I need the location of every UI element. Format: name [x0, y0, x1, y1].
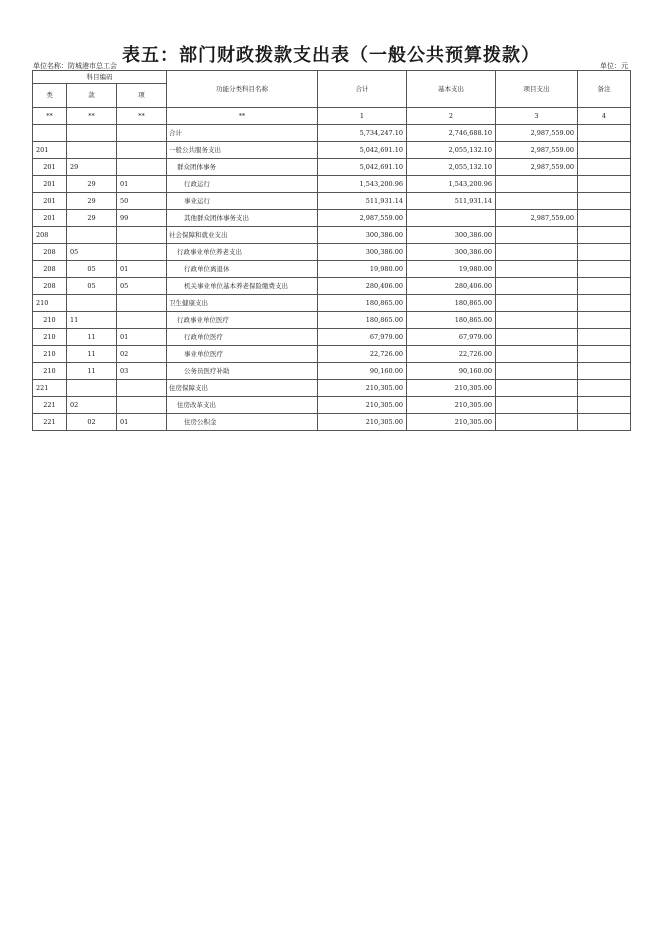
remark-cell — [578, 414, 631, 431]
kuan-cell: 29 — [67, 159, 117, 176]
kuan-cell: 05 — [67, 244, 117, 261]
basic-cell: 210,305.00 — [407, 414, 496, 431]
remark-cell — [578, 244, 631, 261]
kuan-cell: 29 — [67, 210, 117, 227]
kuan-cell: 05 — [67, 261, 117, 278]
name-cell: 事业运行 — [167, 193, 318, 210]
lei-cell: 208 — [33, 227, 67, 244]
name-cell: 行政单位离退休 — [167, 261, 318, 278]
header-total: 合计 — [318, 71, 407, 108]
name-cell: 住房改革支出 — [167, 397, 318, 414]
index-cell: ** — [117, 108, 167, 125]
total-cell: 180,865.00 — [318, 295, 407, 312]
project-cell — [496, 261, 578, 278]
lei-cell: 210 — [33, 295, 67, 312]
basic-cell: 511,931.14 — [407, 193, 496, 210]
xiang-cell: 99 — [117, 210, 167, 227]
table-row — [33, 295, 631, 312]
name-cell: 卫生健康支出 — [167, 295, 318, 312]
basic-cell: 1,543,200.96 — [407, 176, 496, 193]
total-cell: 2,987,559.00 — [318, 210, 407, 227]
kuan-cell: 29 — [67, 176, 117, 193]
table-row — [33, 193, 631, 210]
lei-cell: 208 — [33, 261, 67, 278]
total-cell: 300,386.00 — [318, 244, 407, 261]
name-cell: 社会保障和就业支出 — [167, 227, 318, 244]
remark-cell — [578, 261, 631, 278]
header-remark: 备注 — [578, 71, 631, 108]
project-cell — [496, 346, 578, 363]
name-cell: 事业单位医疗 — [167, 346, 318, 363]
total-cell: 90,160.00 — [318, 363, 407, 380]
table-row — [33, 380, 631, 397]
lei-cell: 210 — [33, 329, 67, 346]
name-cell: 公务员医疗补助 — [167, 363, 318, 380]
total-cell: 210,305.00 — [318, 397, 407, 414]
lei-cell: 221 — [33, 380, 67, 397]
xiang-cell — [117, 295, 167, 312]
index-row — [33, 108, 631, 125]
lei-cell: 201 — [33, 210, 67, 227]
table-row — [33, 261, 631, 278]
kuan-cell: 02 — [67, 397, 117, 414]
header-name: 功能分类科目名称 — [167, 71, 318, 108]
project-cell — [496, 312, 578, 329]
total-cell: 511,931.14 — [318, 193, 407, 210]
total-cell: 280,406.00 — [318, 278, 407, 295]
lei-cell: 201 — [33, 142, 67, 159]
basic-cell: 180,865.00 — [407, 295, 496, 312]
table-row — [33, 176, 631, 193]
index-cell: 1 — [318, 108, 407, 125]
index-cell: ** — [67, 108, 117, 125]
basic-cell: 90,160.00 — [407, 363, 496, 380]
table-row — [33, 329, 631, 346]
kuan-cell: 29 — [67, 193, 117, 210]
basic-cell: 2,055,132.10 — [407, 159, 496, 176]
name-cell: 行政事业单位养老支出 — [167, 244, 318, 261]
total-cell: 1,543,200.96 — [318, 176, 407, 193]
expenditure-table — [32, 70, 631, 431]
xiang-cell: 05 — [117, 278, 167, 295]
kuan-cell: 02 — [67, 414, 117, 431]
project-cell: 2,987,559.00 — [496, 142, 578, 159]
name-cell: 合计 — [167, 125, 318, 142]
remark-cell — [578, 159, 631, 176]
header-subject-code: 科目编码 — [33, 71, 167, 84]
project-cell — [496, 397, 578, 414]
project-cell — [496, 363, 578, 380]
lei-cell: 201 — [33, 193, 67, 210]
lei-cell: 208 — [33, 278, 67, 295]
remark-cell — [578, 176, 631, 193]
remark-cell — [578, 193, 631, 210]
total-cell: 210,305.00 — [318, 380, 407, 397]
lei-cell: 208 — [33, 244, 67, 261]
basic-cell: 19,980.00 — [407, 261, 496, 278]
remark-cell — [578, 363, 631, 380]
project-cell — [496, 414, 578, 431]
total-cell: 210,305.00 — [318, 414, 407, 431]
basic-cell: 210,305.00 — [407, 397, 496, 414]
basic-cell: 22,726.00 — [407, 346, 496, 363]
basic-cell: 2,055,132.10 — [407, 142, 496, 159]
total-cell: 5,734,247.10 — [318, 125, 407, 142]
name-cell: 住房保障支出 — [167, 380, 318, 397]
kuan-cell — [67, 295, 117, 312]
table-row — [33, 142, 631, 159]
header-row-1 — [33, 71, 631, 84]
header-basic: 基本支出 — [407, 71, 496, 108]
name-cell: 一般公共服务支出 — [167, 142, 318, 159]
lei-cell — [33, 125, 67, 142]
xiang-cell — [117, 227, 167, 244]
lei-cell: 210 — [33, 346, 67, 363]
xiang-cell — [117, 312, 167, 329]
kuan-cell: 11 — [67, 312, 117, 329]
project-cell — [496, 244, 578, 261]
table-row — [33, 227, 631, 244]
name-cell: 机关事业单位基本养老保险缴费支出 — [167, 278, 318, 295]
total-cell: 22,726.00 — [318, 346, 407, 363]
table-row — [33, 312, 631, 329]
remark-cell — [578, 346, 631, 363]
name-cell: 群众团体事务 — [167, 159, 318, 176]
header-kuan: 款 — [67, 84, 117, 108]
name-cell: 其他群众团体事务支出 — [167, 210, 318, 227]
basic-cell: 210,305.00 — [407, 380, 496, 397]
basic-cell — [407, 210, 496, 227]
project-cell: 2,987,559.00 — [496, 210, 578, 227]
kuan-cell — [67, 227, 117, 244]
project-cell: 2,987,559.00 — [496, 159, 578, 176]
currency-unit-label: 单位：元 — [600, 62, 628, 70]
xiang-cell — [117, 380, 167, 397]
total-cell: 5,042,691.10 — [318, 159, 407, 176]
name-cell: 住房公积金 — [167, 414, 318, 431]
basic-cell: 67,979.00 — [407, 329, 496, 346]
table-row — [33, 125, 631, 142]
total-cell: 67,979.00 — [318, 329, 407, 346]
header-project: 项目支出 — [496, 71, 578, 108]
name-cell: 行政事业单位医疗 — [167, 312, 318, 329]
xiang-cell — [117, 125, 167, 142]
remark-cell — [578, 142, 631, 159]
project-cell — [496, 380, 578, 397]
remark-cell — [578, 210, 631, 227]
header-xiang: 项 — [117, 84, 167, 108]
total-cell: 19,980.00 — [318, 261, 407, 278]
remark-cell — [578, 380, 631, 397]
xiang-cell — [117, 142, 167, 159]
index-cell: ** — [33, 108, 67, 125]
unit-name-label: 单位名称：防城港市总工会 — [33, 62, 117, 70]
xiang-cell: 02 — [117, 346, 167, 363]
lei-cell: 221 — [33, 414, 67, 431]
index-cell: 4 — [578, 108, 631, 125]
basic-cell: 300,386.00 — [407, 227, 496, 244]
remark-cell — [578, 312, 631, 329]
project-cell — [496, 278, 578, 295]
xiang-cell — [117, 397, 167, 414]
total-cell: 180,865.00 — [318, 312, 407, 329]
project-cell — [496, 227, 578, 244]
xiang-cell — [117, 244, 167, 261]
xiang-cell: 01 — [117, 176, 167, 193]
project-cell — [496, 295, 578, 312]
kuan-cell: 11 — [67, 329, 117, 346]
lei-cell: 210 — [33, 312, 67, 329]
name-cell: 行政运行 — [167, 176, 318, 193]
index-cell: 3 — [496, 108, 578, 125]
remark-cell — [578, 329, 631, 346]
kuan-cell: 11 — [67, 363, 117, 380]
kuan-cell: 05 — [67, 278, 117, 295]
table-row — [33, 414, 631, 431]
basic-cell: 280,406.00 — [407, 278, 496, 295]
total-cell: 300,386.00 — [318, 227, 407, 244]
project-cell — [496, 193, 578, 210]
table-row — [33, 346, 631, 363]
table-row — [33, 363, 631, 380]
remark-cell — [578, 295, 631, 312]
xiang-cell: 50 — [117, 193, 167, 210]
kuan-cell — [67, 142, 117, 159]
kuan-cell: 11 — [67, 346, 117, 363]
table-row — [33, 210, 631, 227]
lei-cell: 221 — [33, 397, 67, 414]
remark-cell — [578, 227, 631, 244]
table-row — [33, 159, 631, 176]
lei-cell: 201 — [33, 176, 67, 193]
name-cell: 行政单位医疗 — [167, 329, 318, 346]
basic-cell: 300,386.00 — [407, 244, 496, 261]
xiang-cell: 01 — [117, 414, 167, 431]
total-cell: 5,042,691.10 — [318, 142, 407, 159]
index-cell: ** — [167, 108, 318, 125]
project-cell — [496, 176, 578, 193]
table-row — [33, 278, 631, 295]
xiang-cell: 03 — [117, 363, 167, 380]
remark-cell — [578, 125, 631, 142]
table-row — [33, 397, 631, 414]
header-lei: 类 — [33, 84, 67, 108]
lei-cell: 201 — [33, 159, 67, 176]
kuan-cell — [67, 125, 117, 142]
page-title: 表五：部门财政拨款支出表（一般公共预算拨款） — [122, 45, 540, 66]
index-cell: 2 — [407, 108, 496, 125]
remark-cell — [578, 278, 631, 295]
xiang-cell: 01 — [117, 329, 167, 346]
kuan-cell — [67, 380, 117, 397]
xiang-cell: 01 — [117, 261, 167, 278]
basic-cell: 2,746,688.10 — [407, 125, 496, 142]
table-row — [33, 244, 631, 261]
basic-cell: 180,865.00 — [407, 312, 496, 329]
project-cell — [496, 329, 578, 346]
xiang-cell — [117, 159, 167, 176]
lei-cell: 210 — [33, 363, 67, 380]
project-cell: 2,987,559.00 — [496, 125, 578, 142]
remark-cell — [578, 397, 631, 414]
